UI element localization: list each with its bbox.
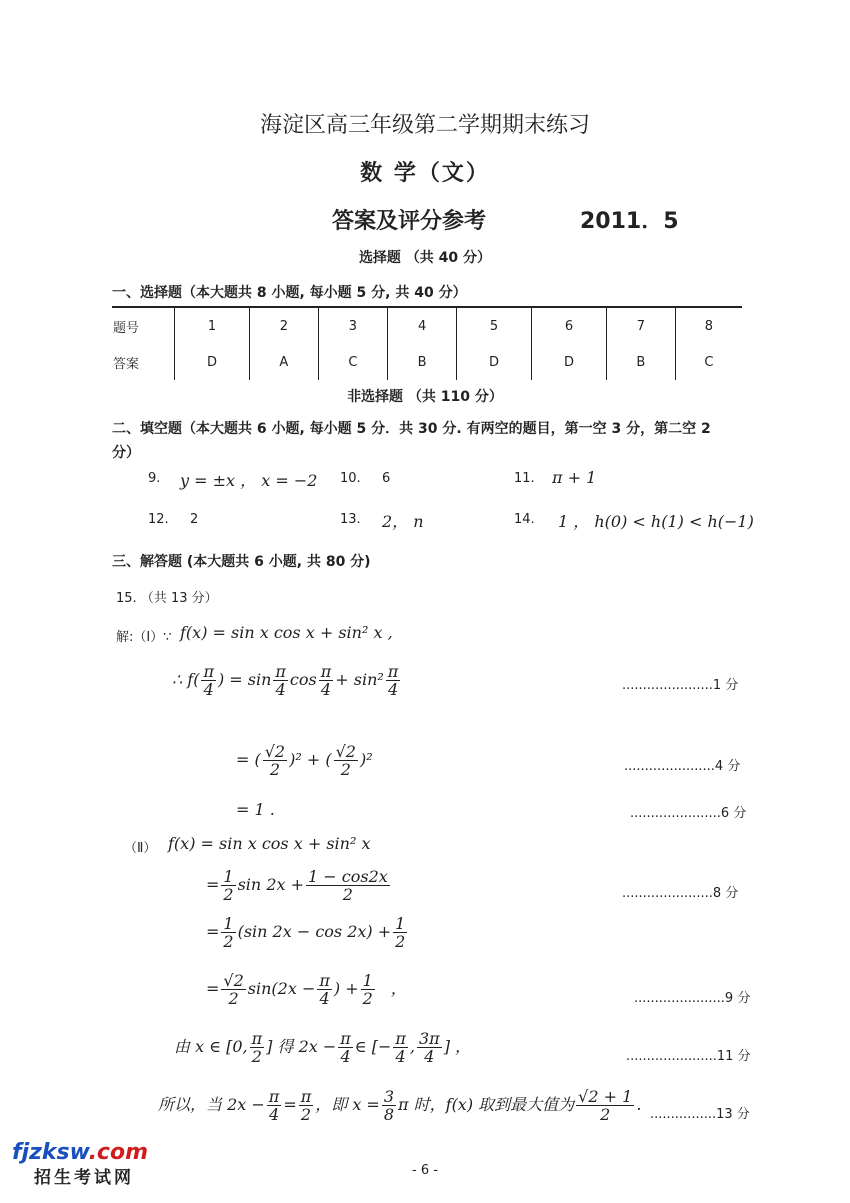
section-2-heading: 二、填空题（本大题共 6 小题, 每小题 5 分．共 30 分. 有两空的题目，第一空 3 分，第二空 2 — [112, 421, 711, 437]
fill-item-answer: y = ±x ， x = −2 — [180, 471, 318, 490]
table-cell: 6 — [531, 307, 606, 344]
table-row — [112, 307, 742, 344]
table-cell: 5 — [456, 307, 531, 344]
table-cell: C — [675, 344, 742, 380]
fill-item-num: 11. — [514, 471, 535, 486]
table-row — [112, 344, 742, 380]
fill-item-answer: 2 — [190, 512, 199, 527]
logo-main: fjzksw — [12, 1140, 89, 1165]
fill-item-answer: π + 1 — [552, 468, 597, 487]
step-2: = ( $\frac{√2}{2}$ )² + ( $\frac{√2}{2}$ )² — [236, 742, 373, 779]
step-3: = 1 . — [236, 800, 275, 819]
fill-item-answer: 6 — [382, 471, 391, 486]
table-cell: A — [250, 344, 319, 380]
score-4: ......................4 分 — [624, 759, 741, 774]
table-cell: 7 — [607, 307, 676, 344]
fill-item-answer: 2， n — [382, 512, 424, 531]
table-cell: B — [388, 344, 457, 380]
score-1: ......................1 分 — [622, 678, 739, 693]
score-6: ......................6 分 — [630, 806, 747, 821]
table-cell: D — [531, 344, 606, 380]
answer-table — [112, 306, 742, 380]
table-cell: 2 — [250, 307, 319, 344]
section-1-heading: 一、选择题（本大题共 8 小题, 每小题 5 分, 共 40 分） — [112, 285, 467, 301]
table-cell: C — [318, 344, 388, 380]
doc-title: 海淀区高三年级第二学期期末练习 — [259, 113, 590, 138]
score-13: ................13 分 — [650, 1107, 750, 1122]
solution-label: 解:（Ⅰ）∵ — [116, 630, 172, 645]
derivation-line-3: = $\frac{√2}{2}$ sin(2x − $\frac{\pi}{4}$ ) + $\frac{1}{2}$ ， — [206, 971, 407, 1008]
range-line: 由 x ∈ [0, $\frac{\pi}{2}$ ] 得 2x − $\frac{\pi}{4}$ ∈ [− $\frac{\pi}{4}$ , $\frac{3\pi}{4}$ ] ， — [174, 1029, 472, 1066]
doc-date: 2011．5 — [580, 209, 679, 234]
fill-item-num: 12. — [148, 512, 169, 527]
solution-equation: f(x) = sin x cos x + sin² x , — [180, 623, 393, 642]
section-3-heading: 三、解答题 (本大题共 6 小题, 共 80 分) — [112, 554, 371, 570]
doc-subject: 数 学（文） — [360, 160, 490, 186]
fill-item-num: 9. — [148, 471, 161, 486]
fill-item-num: 10. — [340, 471, 361, 486]
step-1: ∴ f( $\frac{\pi}{4}$ ) = sin $\frac{\pi}{4}$ cos $\frac{\pi}{4}$ + sin² $\frac{\pi}{4}$ — [172, 662, 399, 699]
table-cell: 4 — [388, 307, 457, 344]
table-cell: B — [607, 344, 676, 380]
logo-chinese: 招生考试网 — [34, 1168, 134, 1188]
part-2-label: （Ⅱ） — [124, 841, 157, 856]
part1-heading: 选择题 （共 40 分） — [358, 250, 492, 266]
table-cell: 3 — [318, 307, 388, 344]
final-line: 所以，当 2x − $\frac{\pi}{4}$ = $\frac{\pi}{2}$ ，即 x = $\frac{3}{8}$ π 时，f(x) 取到最大值为 $\frac{√2 + 1}{2}$ . — [158, 1087, 642, 1124]
question-15-label: 15. （共 13 分） — [116, 591, 218, 606]
table-cell: 1 — [175, 307, 250, 344]
score-11: ......................11 分 — [626, 1049, 751, 1064]
derivation-line-2: = $\frac{1}{2}$ (sin 2x − cos 2x) + $\frac{1}{2}$ — [206, 914, 406, 951]
table-cell: 题号 — [112, 307, 175, 344]
doc-subtitle: 答案及评分参考 — [332, 208, 487, 234]
part2-heading: 非选择题 （共 110 分） — [347, 389, 503, 405]
table-cell: D — [175, 344, 250, 380]
table-cell: 答案 — [113, 356, 140, 372]
logo-domain: .com — [88, 1140, 148, 1165]
section-2-heading-cont: 分） — [112, 445, 140, 461]
fill-item-answer: 1 ， h(0) < h(1) < h(−1) — [558, 512, 754, 531]
score-8: ......................8 分 — [622, 886, 739, 901]
derivation-line-1: = $\frac{1}{2}$ sin 2x + $\frac{1 - \cos 2x}{2}$ — [206, 867, 388, 904]
part-2-equation: f(x) = sin x cos x + sin² x — [168, 834, 371, 853]
fill-item-num: 13. — [340, 512, 361, 527]
table-cell: D — [456, 344, 531, 380]
page-number: - 6 - — [412, 1163, 438, 1178]
fill-item-num: 14. — [514, 512, 535, 527]
table-cell: 8 — [675, 307, 742, 344]
score-9: ......................9 分 — [634, 991, 751, 1006]
